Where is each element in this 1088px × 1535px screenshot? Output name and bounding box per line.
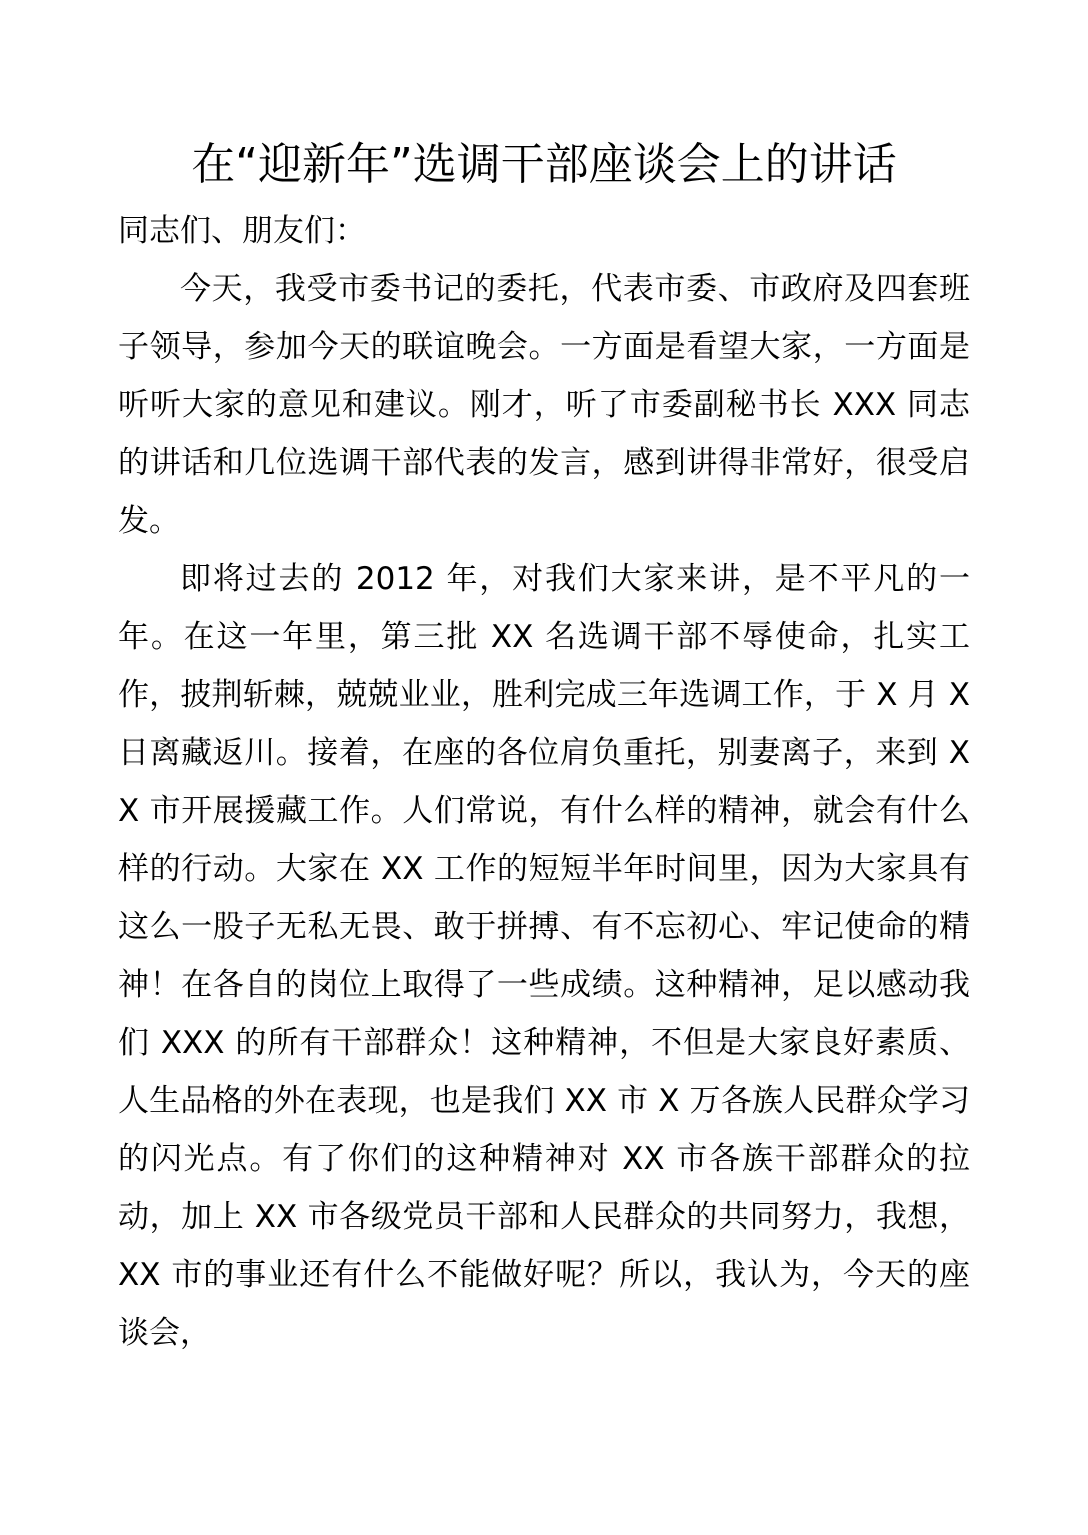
paragraph-1: 今天，我受市委书记的委托，代表市委、市政府及四套班子领导，参加今天的联谊晚会。一方面是看望大家，一方面是听听大家的意见和建议。刚才，听了市委副秘书长 XXX 同志的讲话和几位选调干部代表的发言，感到讲得非常好，很受启发。 bbox=[118, 271, 970, 539]
document-title: 在“迎新年”选调干部座谈会上的讲话 bbox=[191, 139, 897, 190]
paragraph-2: 即将过去的 2012 年，对我们大家来讲，是不平凡的一年。在这一年里，第三批 XX 名选调干部不辱使命，扎实工作，披荆斩棘，兢兢业业，胜利完成三年选调工作，于 X 月 X 日离藏返川。接着，在座的各位肩负重托，别妻离子，来到 XX 市开展援藏工作。人们常说，有什么样的精神，就会有什么样的行动。大家在 XX 工作的短短半年时间里，因为大家具有这么一股子无私无畏、敢于拼搏、有不忘初心、牢记使命的精神！在各自的岗位上取得了一些成绩。这种精神，足以感动我们 XXX 的所有干部群众！这种精神，不但是大家良好素质、人生品格的外在表现，也是我们 XX 市 X 万各族人民群众学习的闪光点。有了你们的这种精神对 XX 市各族干部群众的拉动，加上 XX 市各级党员干部和人民群众的共同努力，我想，XX 市的事业还有什么不能做好呢？所以，我认为，今天的座谈会， bbox=[118, 561, 970, 1351]
salutation: 同志们、朋友们： bbox=[118, 213, 366, 249]
document-body bbox=[118, 128, 970, 1362]
